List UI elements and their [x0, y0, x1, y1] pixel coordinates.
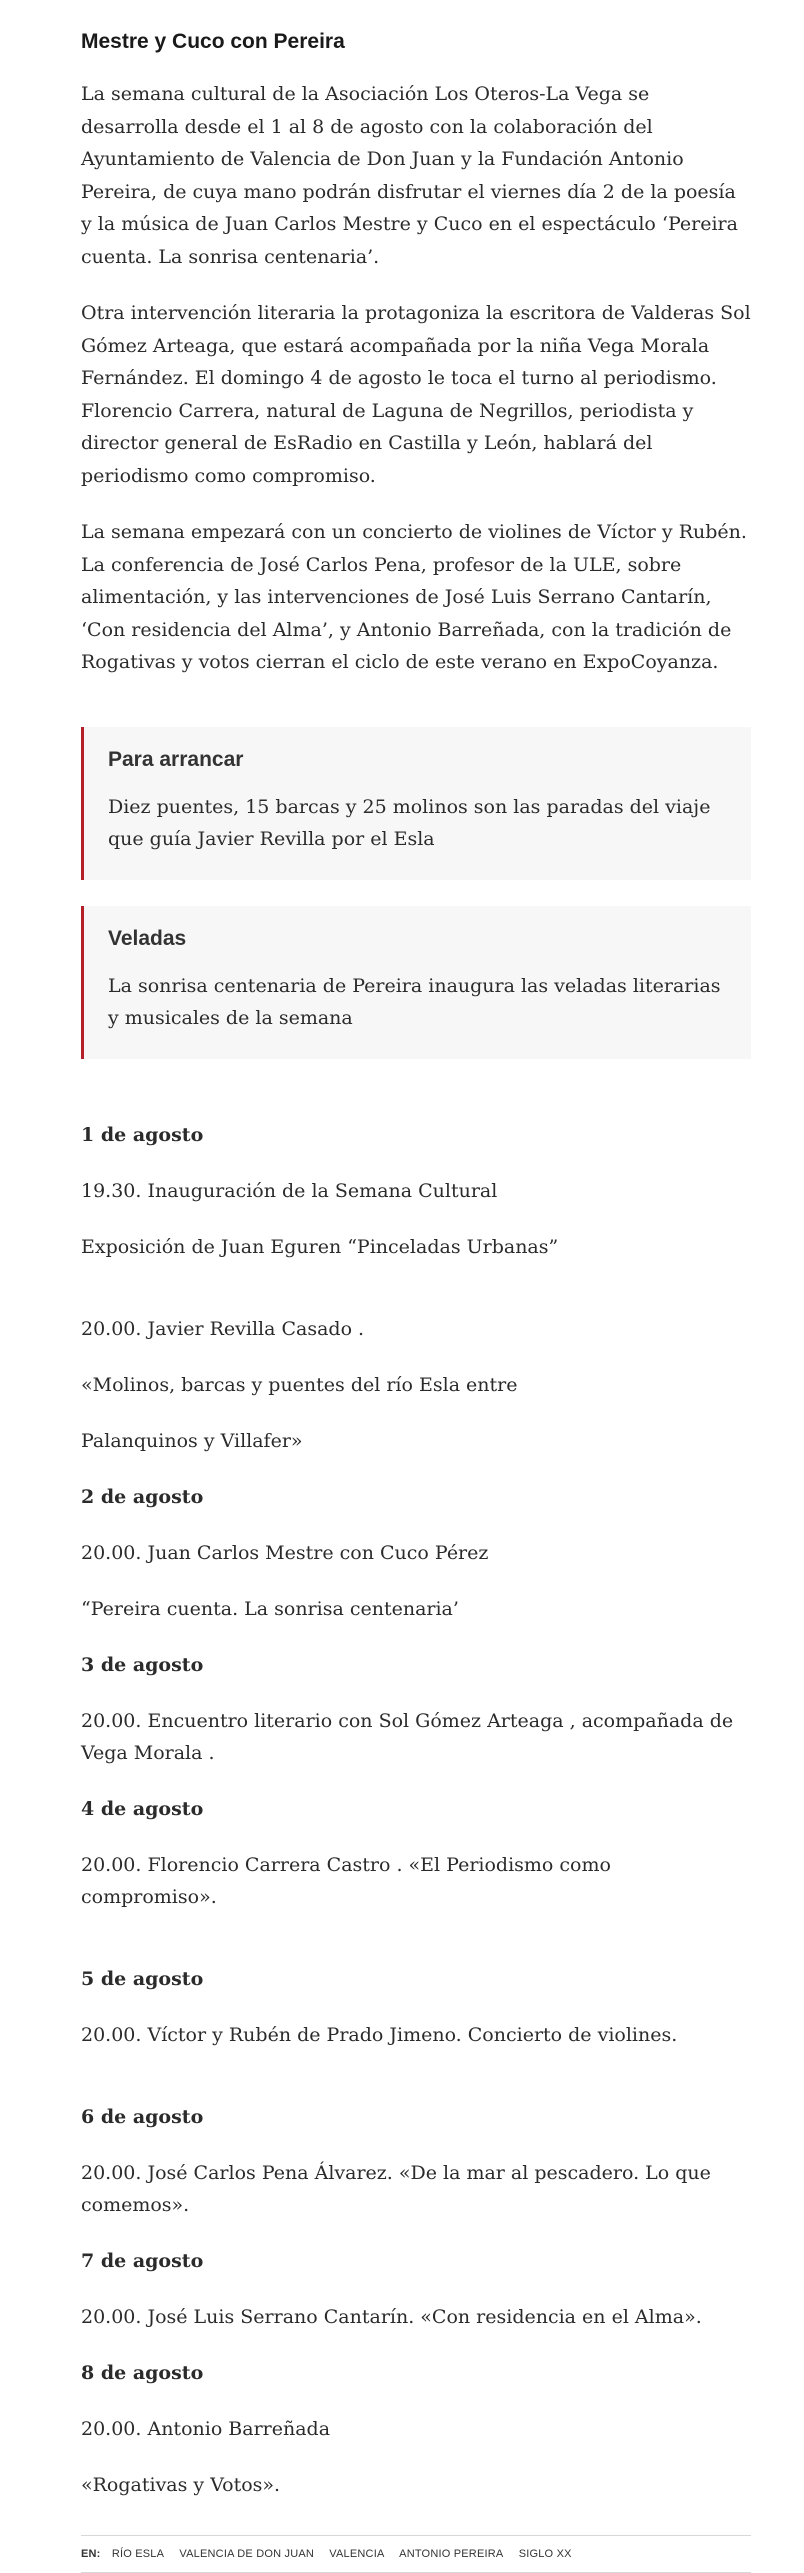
schedule-day: 8 de agosto [81, 2361, 204, 2384]
schedule-item: 20.00. Juan Carlos Mestre con Cuco Pérez [81, 1541, 489, 1564]
tag-bar-label: EN: [81, 2547, 101, 2560]
article-paragraph-2: Otra intervención literaria la protagoniza la escritora de Valderas Sol Gómez Arteaga, que estará acompañada por la niña Vega Morala Fernández. El domingo 4 de agosto le toca el turno al periodismo. Florencio Carrera, natural de Laguna de Negrillos, periodista y director general de EsRadio en Castilla y León, hablará del periodismo como compromiso. [81, 302, 751, 487]
related-box-veladas[interactable] [81, 906, 751, 1059]
schedule-item: 20.00. Javier Revilla Casado . [81, 1317, 365, 1340]
schedule-day: 5 de agosto [81, 1967, 204, 1990]
schedule-day: 1 de agosto [81, 1123, 204, 1146]
tag-link[interactable]: SIGLO XX [518, 2547, 572, 2560]
schedule-day: 6 de agosto [81, 2105, 204, 2128]
schedule-day: 2 de agosto [81, 1485, 204, 1508]
schedule-day: 7 de agosto [81, 2249, 204, 2272]
article-subheading: Mestre y Cuco con Pereira [81, 30, 345, 53]
schedule-item: 20.00. José Luis Serrano Cantarín. «Con residencia en el Alma». [81, 2305, 702, 2328]
schedule-item: 20.00. Florencio Carrera Castro . «El Periodismo como compromiso». [81, 1853, 611, 1908]
tag-link[interactable]: VALENCIA [329, 2547, 385, 2560]
schedule-item: 20.00. Encuentro literario con Sol Gómez Arteaga , acompañada de Vega Morala . [81, 1709, 734, 1764]
related-box-title: Veladas [108, 926, 187, 950]
tag-link[interactable]: VALENCIA DE DON JUAN [179, 2547, 315, 2560]
article-paragraph-1: La semana cultural de la Asociación Los Oteros-La Vega se desarrolla desde el 1 al 8 de agosto con la colaboración del Ayuntamiento de Valencia de Don Juan y la Fundación Antonio Pereira, de cuya mano podrán disfrutar el viernes día 2 de la poesía y la música de Juan Carlos Mestre y Cuco en el espectáculo ‘Pereira cuenta. La sonrisa centenaria’. [81, 83, 738, 268]
schedule [81, 1119, 751, 2501]
tag-link[interactable]: RÍO ESLA [111, 2547, 165, 2560]
tag-link[interactable]: ANTONIO PEREIRA [399, 2547, 504, 2560]
schedule-item: 20.00. Víctor y Rubén de Prado Jimeno. Concierto de violines. [81, 2023, 678, 2046]
schedule-item: Exposición de Juan Eguren “Pinceladas Urbanas” [81, 1235, 559, 1258]
related-box-link[interactable]: La sonrisa centenaria de Pereira inaugura las veladas literarias y musicales de la semana [108, 974, 721, 1029]
schedule-item: 19.30. Inauguración de la Semana Cultural [81, 1179, 498, 1202]
schedule-item: «Molinos, barcas y puentes del río Esla entre [81, 1373, 518, 1396]
schedule-day: 4 de agosto [81, 1797, 204, 1820]
schedule-day: 3 de agosto [81, 1653, 204, 1676]
schedule-item: 20.00. José Carlos Pena Álvarez. «De la mar al pescadero. Lo que comemos». [81, 2161, 711, 2216]
schedule-item: Palanquinos y Villafer» [81, 1429, 303, 1452]
tag-bar [81, 2535, 751, 2573]
article-body [81, 0, 751, 2573]
schedule-item: “Pereira cuenta. La sonrisa centenaria’ [81, 1597, 459, 1620]
related-box-para-arrancar[interactable] [81, 727, 751, 880]
related-box-title: Para arrancar [108, 747, 244, 771]
related-box-link[interactable]: Diez puentes, 15 barcas y 25 molinos son las paradas del viaje que guía Javier Revilla por el Esla [108, 795, 711, 850]
article-paragraph-3: La semana empezará con un concierto de violines de Víctor y Rubén. La conferencia de José Carlos Pena, profesor de la ULE, sobre alimentación, y las intervenciones de José Luis Serrano Cantarín, ‘Con residencia del Alma’, y Antonio Barreñada, con la tradición de Rogativas y votos cierran el ciclo de este verano en ExpoCoyanza. [81, 521, 747, 673]
schedule-item: 20.00. Antonio Barreñada [81, 2417, 331, 2440]
schedule-item: «Rogativas y Votos». [81, 2473, 281, 2496]
